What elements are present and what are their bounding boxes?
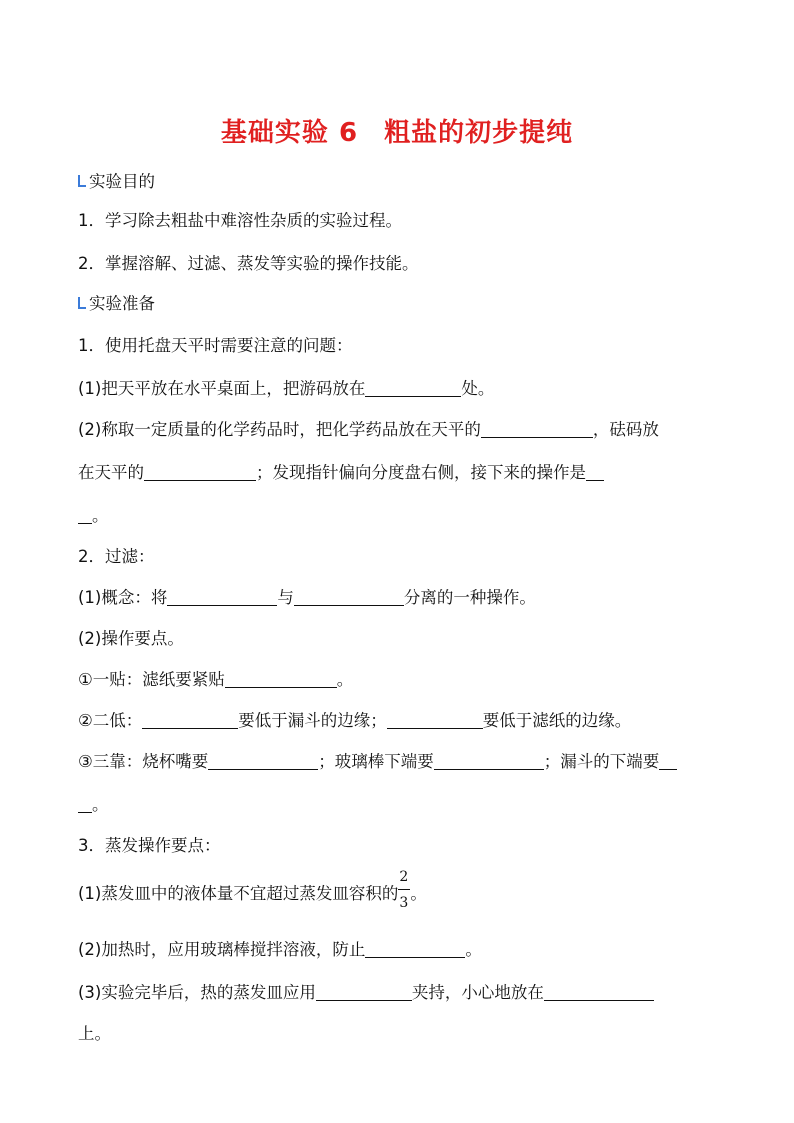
answer-blank[interactable] [544, 984, 654, 1001]
bookmark-icon [78, 297, 86, 309]
question-3-part-3: (3)实验完毕后，热的蒸发皿应用 夹持，小心地放在 [78, 983, 728, 1003]
bookmark-icon [78, 175, 86, 187]
answer-blank[interactable] [78, 796, 92, 813]
question-2-part-2: (2)操作要点。 [78, 629, 184, 648]
title-part2: 粗盐的初步提纯 [384, 118, 574, 148]
answer-blank[interactable] [586, 464, 604, 481]
question-2-rule-1: ①一贴：滤纸要紧贴 。 [78, 670, 354, 689]
answer-blank[interactable] [208, 753, 318, 770]
question-1-part-2-end: 。 [78, 506, 728, 526]
answer-blank[interactable] [434, 753, 544, 770]
question-1-part-1: (1)把天平放在水平桌面上，把游码放在 处。 [78, 379, 495, 398]
question-3: 3．蒸发操作要点： [78, 836, 221, 855]
answer-blank[interactable] [481, 421, 593, 438]
answer-blank[interactable] [365, 380, 461, 397]
fraction-two-thirds: $\frac{2}{3}$ [398, 881, 410, 901]
goal-item-1: 1．学习除去粗盐中难溶性杂质的实验过程。 [78, 211, 402, 230]
section-heading-preparation: 实验准备 [78, 294, 728, 314]
answer-blank[interactable] [316, 984, 412, 1001]
question-3-part-3-end: 上。 [78, 1024, 111, 1043]
section-heading-goals: 实验目的 [78, 172, 728, 192]
question-2: 2．过滤： [78, 547, 155, 566]
question-1: 1．使用托盘天平时需要注意的问题： [78, 336, 353, 355]
answer-blank[interactable] [659, 753, 677, 770]
question-2-part-1: (1)概念：将 与 分离的一种操作。 [78, 588, 536, 607]
question-3-part-1: (1)蒸发皿中的液体量不宜超过蒸发皿容积的 $\frac{2}{3}$ 。 [78, 869, 427, 911]
answer-blank[interactable] [294, 589, 404, 606]
answer-blank[interactable] [142, 712, 238, 729]
answer-blank[interactable] [78, 507, 92, 524]
page-title [0, 112, 794, 149]
goal-item-2: 2．掌握溶解、过滤、蒸发等实验的操作技能。 [78, 254, 419, 273]
question-1-part-2: (2)称取一定质量的化学药品时，把化学药品放在天平的 ，砝码放 [78, 420, 659, 439]
question-2-rule-3-end: 。 [78, 795, 728, 815]
title-part1: 基础实验 6 [220, 118, 359, 148]
answer-blank[interactable] [225, 671, 337, 688]
question-3-part-2: (2)加热时，应用玻璃棒搅拌溶液，防止 。 [78, 940, 482, 959]
question-2-rule-2: ②二低： 要低于漏斗的边缘； 要低于滤纸的边缘。 [78, 711, 632, 730]
answer-blank[interactable] [365, 941, 465, 958]
answer-blank[interactable] [387, 712, 483, 729]
question-2-rule-3: ③三靠：烧杯嘴要 ；玻璃棒下端要 ；漏斗的下端要 [78, 752, 728, 772]
question-1-part-2-cont: 在天平的 ；发现指针偏向分度盘右侧，接下来的操作是 [78, 463, 728, 483]
answer-blank[interactable] [167, 589, 277, 606]
answer-blank[interactable] [144, 464, 256, 481]
